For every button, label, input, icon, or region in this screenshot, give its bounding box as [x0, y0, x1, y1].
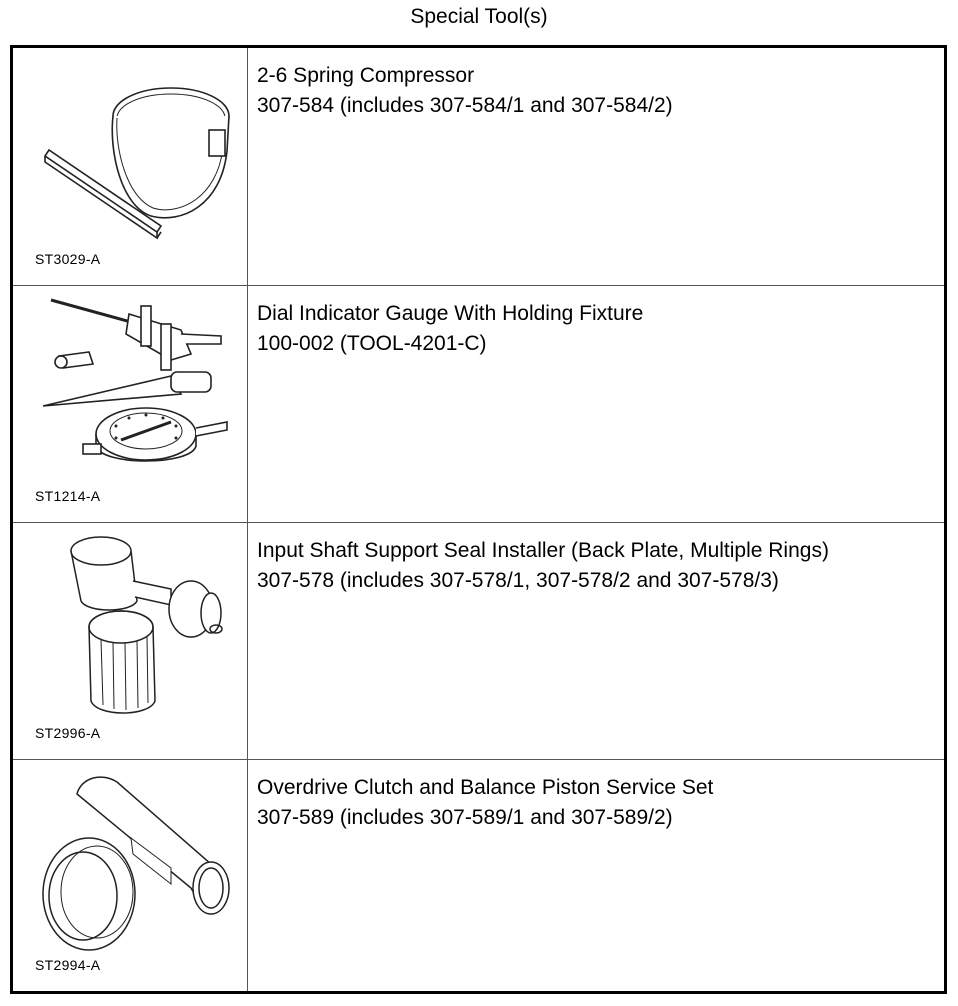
tool-image-id: ST2996-A — [35, 725, 101, 741]
tool-number: 307-578 (includes 307-578/1, 307-578/2 and 307-578/3) — [257, 569, 779, 592]
tool-image-cell — [13, 523, 248, 759]
tool-number: 307-584 (includes 307-584/1 and 307-584/2) — [257, 94, 673, 117]
tool-description — [248, 48, 944, 285]
tool-image-cell — [13, 760, 248, 991]
tool-name: Dial Indicator Gauge With Holding Fixture — [257, 302, 644, 325]
tool-name: Overdrive Clutch and Balance Piston Service Set — [257, 776, 714, 799]
page-title: Special Tool(s) — [410, 5, 548, 28]
tool-description — [248, 760, 944, 991]
tool-image-id: ST2994-A — [35, 957, 101, 973]
tool-image-id: ST3029-A — [35, 251, 101, 267]
tool-image-cell — [13, 286, 248, 522]
table-row — [13, 523, 944, 760]
tool-number: 100-002 (TOOL-4201-C) — [257, 332, 487, 355]
tool-name: Input Shaft Support Seal Installer (Back Plate, Multiple Rings) — [257, 539, 829, 562]
tool-image-id: ST1214-A — [35, 488, 101, 504]
tool-description — [248, 523, 944, 759]
tool-image-cell — [13, 48, 248, 285]
piston-service-set-icon — [21, 768, 239, 958]
tool-name: 2-6 Spring Compressor — [257, 64, 475, 87]
table-row — [13, 48, 944, 286]
table-row — [13, 760, 944, 991]
tool-description — [248, 286, 944, 522]
seal-installer-icon — [21, 531, 239, 721]
table-row — [13, 286, 944, 523]
dial-indicator-gauge-icon — [21, 294, 239, 484]
spring-compressor-icon — [21, 56, 239, 246]
special-tools-table — [10, 45, 947, 994]
tool-number: 307-589 (includes 307-589/1 and 307-589/2) — [257, 806, 673, 829]
